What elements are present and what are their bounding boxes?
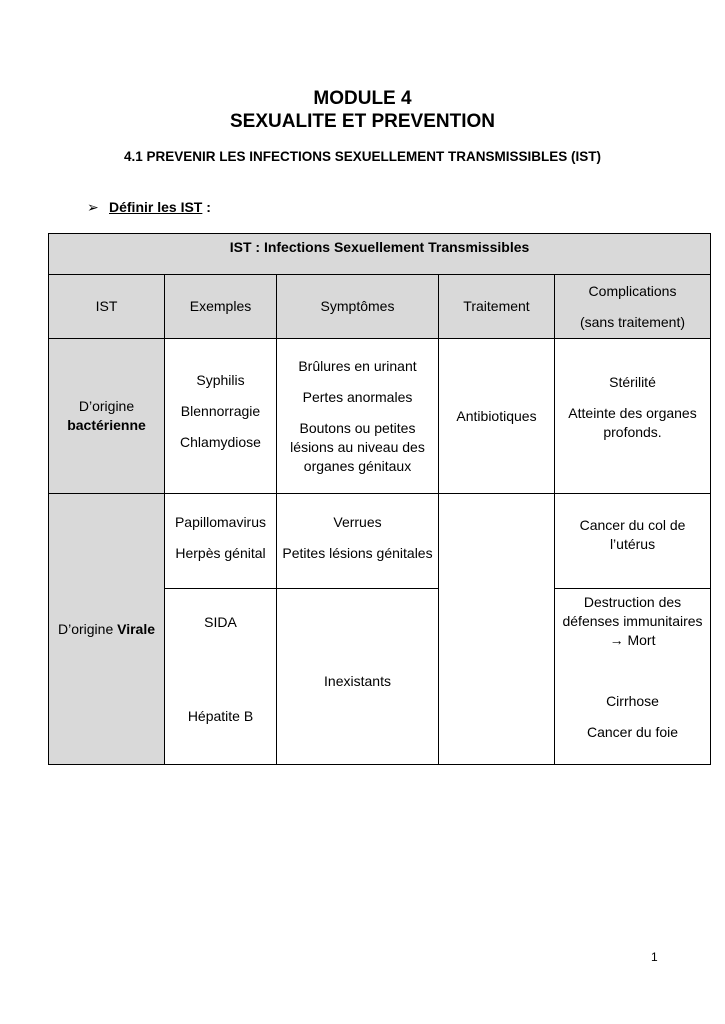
- section-heading: 4.1 PREVENIR LES INFECTIONS SEXUELLEMENT TRANSMISSIBLES (IST): [123, 149, 602, 164]
- table-row-bacterial: [49, 339, 711, 494]
- bacterial-complications: Stérilité Atteinte des organes profonds.: [555, 339, 711, 494]
- module-title: MODULE 4: [313, 88, 412, 109]
- origin-viral: D’origine Virale: [49, 494, 165, 765]
- col-header-symptoms: Symptômes: [277, 275, 439, 339]
- bacterial-treatment: Antibiotiques: [439, 339, 555, 494]
- definition-bullet: [87, 199, 211, 216]
- table-header-row: [49, 275, 711, 339]
- viral-complications-2: Destruction des défenses immunitaires → Mort Cirrhose Cancer du foie: [555, 589, 711, 765]
- bullet-label: Définir les IST: [109, 199, 203, 215]
- bullet-colon: :: [202, 199, 211, 215]
- viral-symptoms-1: Verrues Petites lésions génitales: [277, 494, 439, 589]
- bacterial-symptoms: Brûlures en urinant Pertes anormales Boutons ou petites lésions au niveau des organes génitaux: [277, 339, 439, 494]
- arrow-bullet-icon: ➢: [87, 199, 99, 215]
- page-number: 1: [651, 950, 658, 964]
- table-row-viral-1: [49, 494, 711, 589]
- viral-complications-1: Cancer du col de l’utérus: [555, 494, 711, 589]
- col-header-complications: Complications (sans traitement): [555, 275, 711, 339]
- viral-examples-1: Papillomavirus Herpès génital: [165, 494, 277, 589]
- module-theme: SEXUALITE ET PREVENTION: [230, 111, 495, 132]
- col-header-treatment: Traitement: [439, 275, 555, 339]
- viral-treatment-empty: [439, 494, 555, 765]
- bacterial-examples: Syphilis Blennorragie Chlamydiose: [165, 339, 277, 494]
- col-header-ist: IST: [49, 275, 165, 339]
- viral-symptoms-2: Inexistants: [277, 589, 439, 765]
- origin-bacterial: D’origine bactérienne: [49, 339, 165, 494]
- col-header-examples: Exemples: [165, 275, 277, 339]
- ist-table: [48, 233, 711, 765]
- arrow-right-icon: →: [609, 632, 624, 648]
- table-title: IST : Infections Sexuellement Transmissibles: [49, 234, 711, 275]
- viral-examples-2: SIDA Hépatite B: [165, 589, 277, 765]
